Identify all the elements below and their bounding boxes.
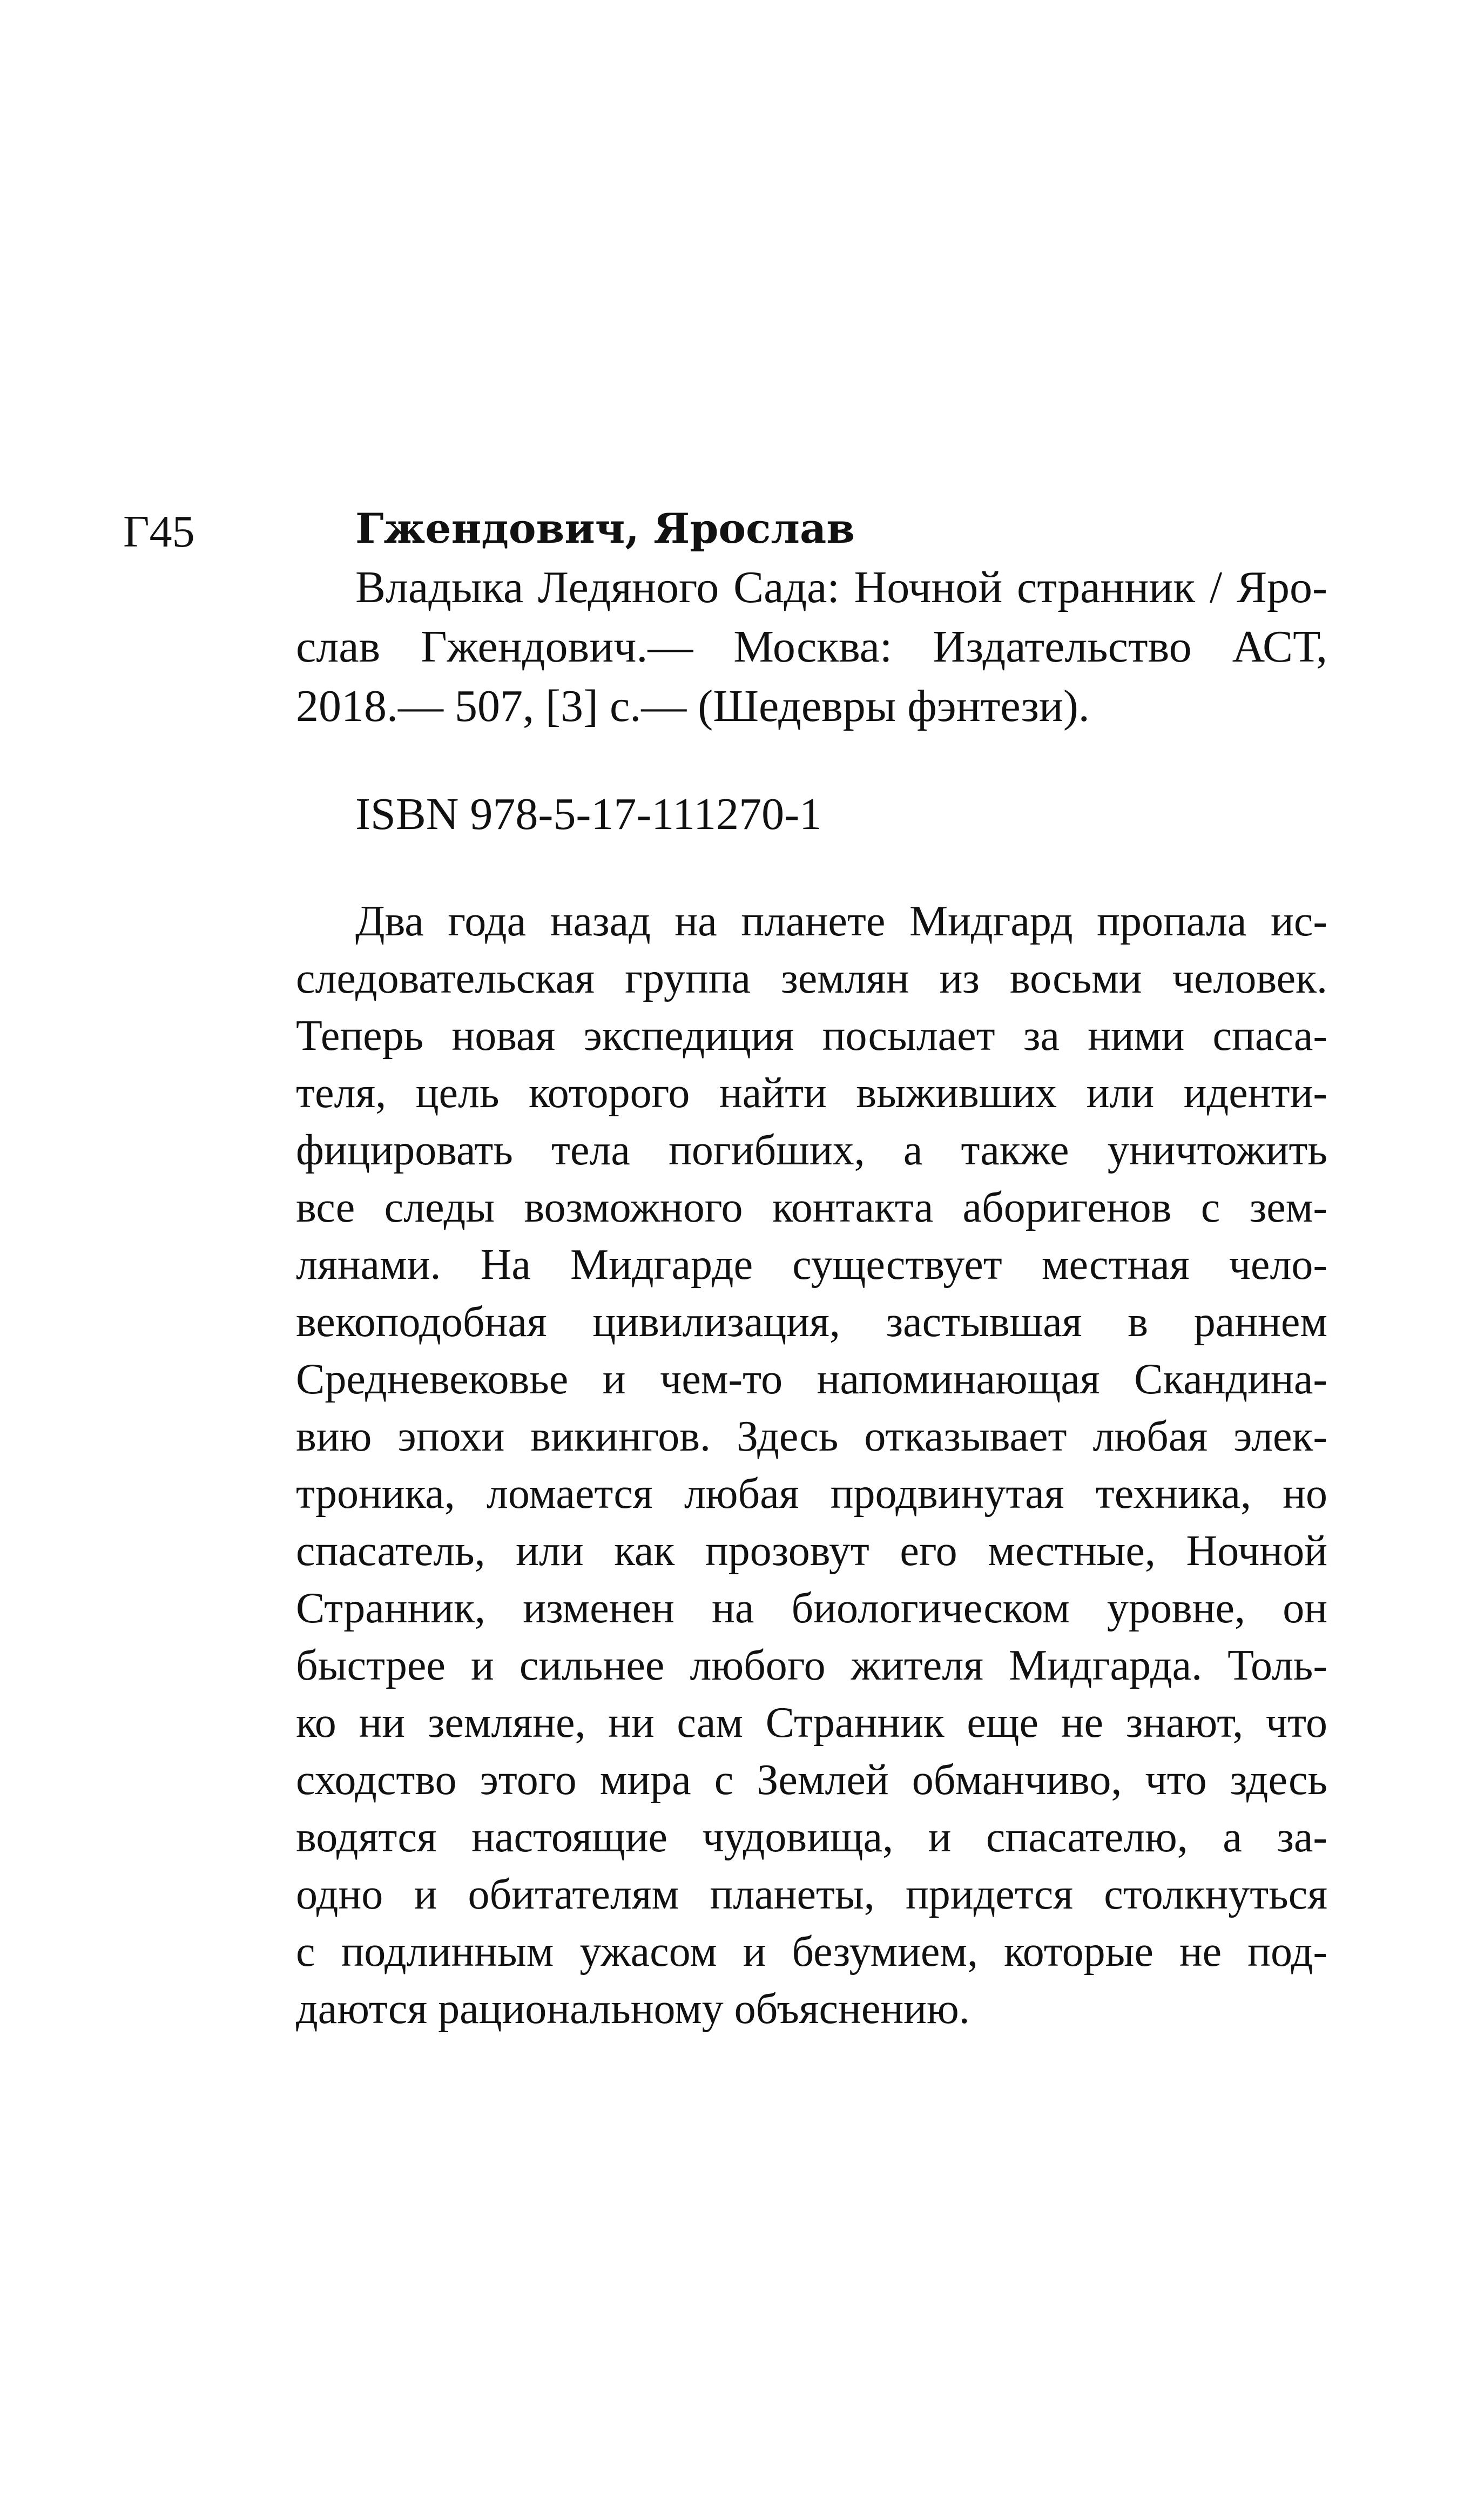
annotation-line: троника, ломается любая продвинутая техника, но [296,1470,1327,1518]
bibliographic-line: слав Гжендович.— Москва: Издательство АСТ, [296,622,1327,672]
bibliographic-description [296,558,1327,736]
annotation-line: лянами. На Мидгарде существует местная чело- [296,1241,1327,1289]
author-heading: Гжендович, Ярослав [355,504,855,552]
annotation [296,893,1327,2038]
bibliographic-line: Владыка Ледяного Сада: Ночной странник / Яро- [355,562,1327,612]
annotation-line: векоподобная цивилизация, застывшая в раннем [296,1298,1327,1346]
classification-code: Г45 [123,507,195,557]
annotation-line: теля, цель которого найти выживших или иденти- [296,1069,1327,1117]
catalog-record [296,500,1327,2038]
annotation-line: одно и обитателям планеты, придется столкнуться [296,1871,1327,1918]
annotation-line: Средневековье и чем-то напоминающая Скандина- [296,1356,1327,1403]
annotation-line: Странник, изменен на биологическом уровне, он [296,1585,1327,1632]
annotation-line: ко ни земляне, ни сам Странник еще не знают, что [296,1699,1327,1747]
annotation-line: водятся настоящие чудовища, и спасателю, а за- [296,1813,1327,1861]
annotation-line: Два года назад на планете Мидгард пропала ис- [355,898,1327,945]
isbn: ISBN 978-5-17-111270-1 [355,789,822,839]
annotation-line: Теперь новая экспедиция посылает за ними спаса- [296,1012,1327,1060]
annotation-line: следовательская группа землян из восьми человек. [296,955,1327,1002]
annotation-line: спасатель, или как прозовут его местные, Ночной [296,1527,1327,1575]
annotation-line: быстрее и сильнее любого жителя Мидгарда. Толь- [296,1642,1327,1689]
annotation-line: все следы возможного контакта аборигенов с зем- [296,1184,1327,1231]
annotation-line: даются рациональному объяснению. [296,1985,970,2033]
annotation-line: фицировать тела погибших, а также уничтожить [296,1127,1327,1174]
annotation-line: вию эпохи викингов. Здесь отказывает любая элек- [296,1413,1327,1460]
annotation-line: с подлинным ужасом и безумием, которые не под- [296,1928,1327,1976]
annotation-line: сходство этого мира с Землей обманчиво, что здесь [296,1756,1327,1804]
bibliographic-line: 2018.— 507, [3] с.— (Шедевры фэнтези). [296,681,1090,731]
